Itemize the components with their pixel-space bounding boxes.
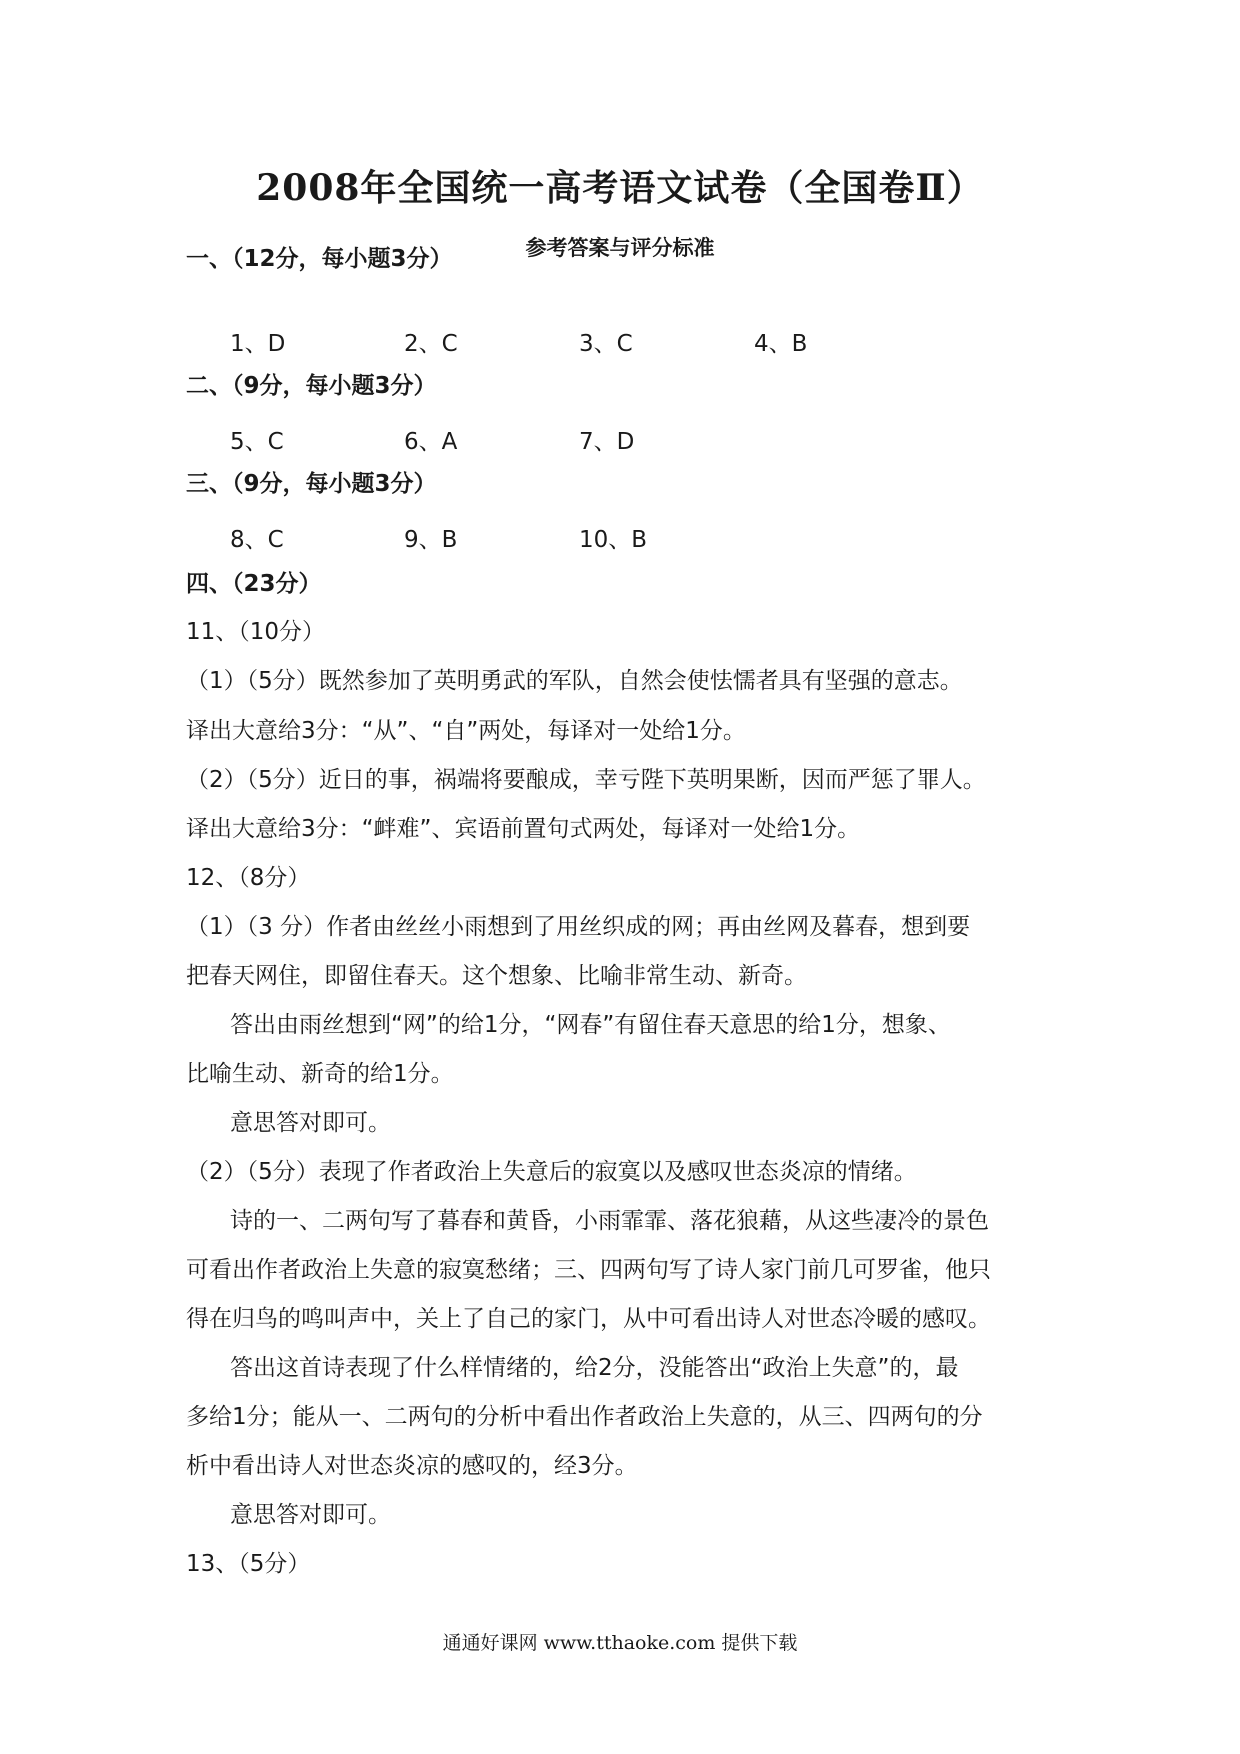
answer-line: 比喻生动、新奇的给1分。 bbox=[186, 1061, 454, 1087]
section-heading-4: 四、（23分） bbox=[186, 571, 322, 597]
answer-line: 可看出作者政治上失意的寂寞愁绪；三、四两句写了诗人家门前几可罗雀，他只 bbox=[186, 1257, 991, 1283]
answer-line: 多给1分；能从一、二两句的分析中看出作者政治上失意的，从三、四两句的分 bbox=[186, 1404, 983, 1430]
answer-item: 10、B bbox=[579, 527, 648, 553]
answer-line: 译出大意给3分：“从”、“自”两处，每译对一处给1分。 bbox=[186, 718, 746, 744]
section-heading-2: 二、（9分，每小题3分） bbox=[186, 373, 437, 399]
page-subtitle: 参考答案与评分标准 bbox=[525, 236, 715, 260]
answer-line: 析中看出诗人对世态炎凉的感叹的，经3分。 bbox=[186, 1453, 638, 1479]
answer-item: 8、C bbox=[230, 527, 284, 553]
page-title: 2008年全国统一高考语文试卷（全国卷Ⅱ） bbox=[256, 167, 984, 209]
answer-item: 1、D bbox=[230, 331, 286, 357]
answer-line: 答出由雨丝想到“网”的给1分，“网春”有留住春天意思的给1分，想象、 bbox=[230, 1012, 951, 1038]
answer-line: 答出这首诗表现了什么样情绪的，给2分，没能答出“政治上失意”的，最 bbox=[230, 1355, 959, 1381]
answer-line: （1）（5分）既然参加了英明勇武的军队，自然会使怯懦者具有坚强的意志。 bbox=[186, 668, 963, 694]
answer-line: 把春天网住，即留住春天。这个想象、比喻非常生动、新奇。 bbox=[186, 963, 807, 989]
answer-item: 4、B bbox=[754, 331, 808, 357]
question-heading-12: 12、（8分） bbox=[186, 865, 311, 891]
question-heading-13: 13、（5分） bbox=[186, 1551, 311, 1577]
answer-item: 2、C bbox=[404, 331, 458, 357]
answer-line: 译出大意给3分：“衅难”、宾语前置句式两处，每译对一处给1分。 bbox=[186, 816, 861, 842]
answer-item: 7、D bbox=[579, 429, 635, 455]
answer-line: 意思答对即可。 bbox=[230, 1110, 391, 1136]
answer-line: （1）（3 分）作者由丝丝小雨想到了用丝织成的网；再由丝网及暮春，想到要 bbox=[186, 914, 971, 940]
answer-line: 诗的一、二两句写了暮春和黄昏，小雨霏霏、落花狼藉，从这些凄冷的景色 bbox=[230, 1208, 989, 1234]
page-footer: 通通好课网 www.tthaoke.com 提供下载 bbox=[442, 1632, 798, 1654]
answer-item: 6、A bbox=[404, 429, 458, 455]
answer-line: 得在归鸟的鸣叫声中，关上了自己的家门，从中可看出诗人对世态冷暖的感叹。 bbox=[186, 1306, 991, 1332]
answer-line: （2）（5分）近日的事，祸端将要酿成，幸亏陛下英明果断，因而严惩了罪人。 bbox=[186, 767, 986, 793]
question-heading-11: 11、（10分） bbox=[186, 619, 326, 645]
answer-line: （2）（5分）表现了作者政治上失意后的寂寞以及感叹世态炎凉的情绪。 bbox=[186, 1159, 917, 1185]
answer-line: 意思答对即可。 bbox=[230, 1502, 391, 1528]
answer-item: 3、C bbox=[579, 331, 633, 357]
section-heading-1: 一、（12分，每小题3分） bbox=[186, 246, 453, 272]
answer-item: 5、C bbox=[230, 429, 284, 455]
section-heading-3: 三、（9分，每小题3分） bbox=[186, 471, 437, 497]
answer-item: 9、B bbox=[404, 527, 458, 553]
